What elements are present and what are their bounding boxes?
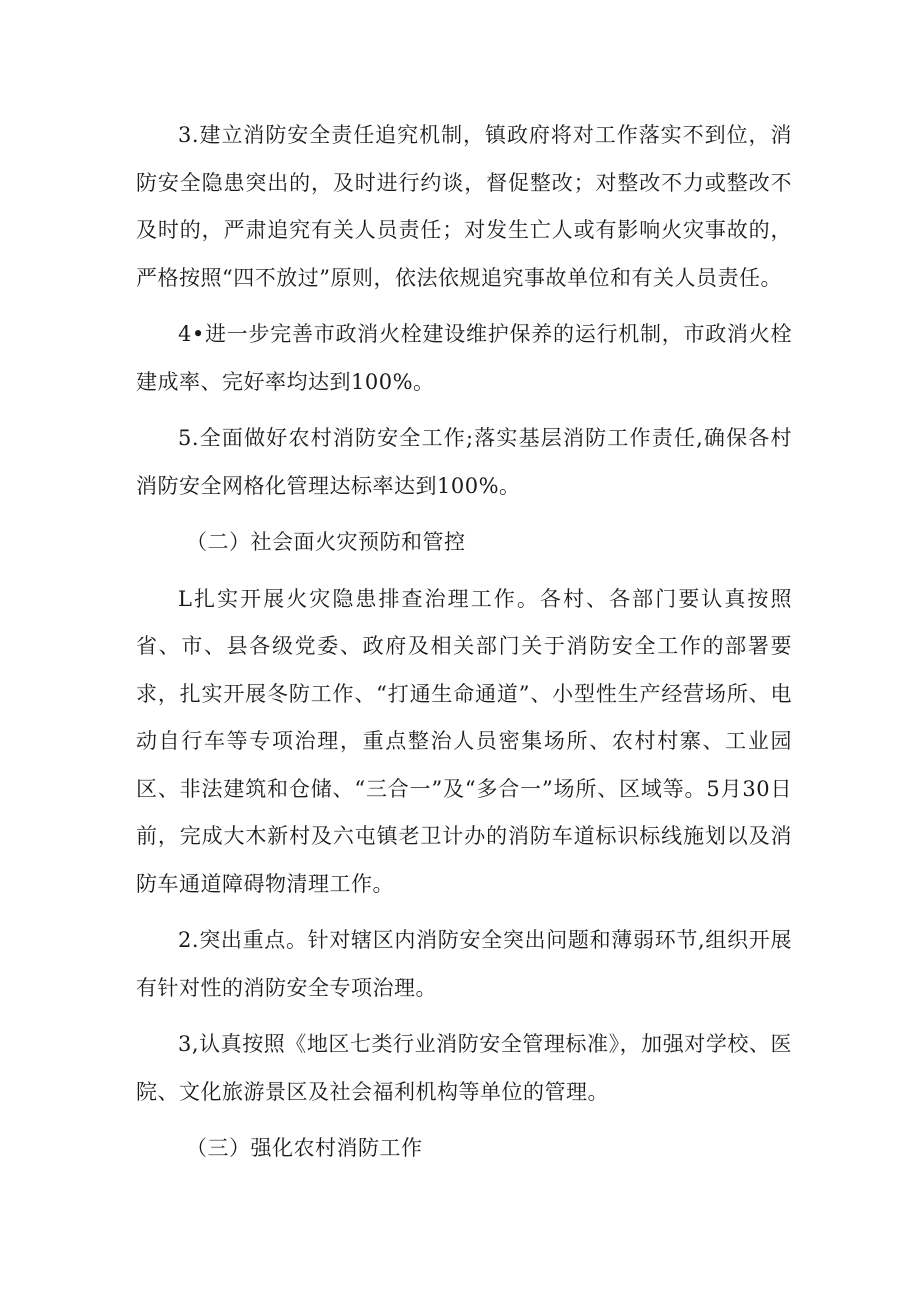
section-heading-rural-fire-work: （三）强化农村消防工作 (186, 1136, 423, 1160)
paragraph-rural-safety: 5.全面做好农村消防安全工作;落实基层消防工作责任,确保各村消防安全网格化管理达标率达到100%。 (136, 426, 792, 498)
paragraph-industry-standards: 3,认真按照《地区七类行业消防安全管理标准》，加强对学校、医院、文化旅游景区及社会福利机构等单位的管理。 (136, 1032, 792, 1104)
section-heading-social-fire-prevention: （二）社会面火灾预防和管控 (186, 530, 466, 554)
document-body (136, 112, 792, 1173)
paragraph-hazard-inspection: L扎实开展火灾隐患排查治理工作。各村、各部门要认真按照省、市、县各级党委、政府及相关部门关于消防安全工作的部署要求，扎实开展冬防工作、“打通生命通道”、小型性生产经营场所、电动自行车等专项治理，重点整治人员密集场所、农村村寨、工业园区、非法建筑和仓储、“三合一”及“多合一”场所、区域等。5月30日前，完成大木新村及六屯镇老卫计办的消防车道标识标线施划以及消防车通道障碍物清理工作。 (136, 586, 792, 896)
paragraph-fire-hydrant: 4•进一步完善市政消火栓建设维护保养的运行机制，市政消火栓建成率、完好率均达到100%。 (136, 322, 792, 394)
paragraph-responsibility-mechanism: 3.建立消防安全责任追究机制，镇政府将对工作落实不到位，消防安全隐患突出的，及时进行约谈，督促整改；对整改不力或整改不及时的，严肃追究有关人员责任；对发生亡人或有影响火灾事故的，严格按照“四不放过”原则，依法依规追究事故单位和有关人员责任。 (136, 123, 792, 290)
paragraph-key-focus: 2.突出重点。针对辖区内消防安全突出问题和薄弱环节,组织开展有针对性的消防安全专项治理。 (136, 928, 792, 1000)
